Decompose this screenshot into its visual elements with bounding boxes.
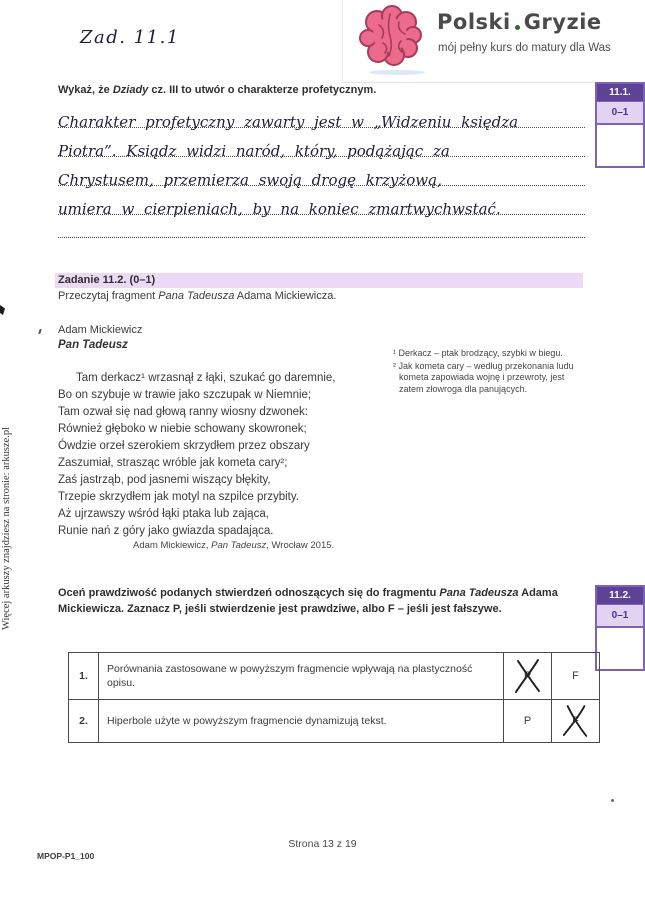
intro-text: Przeczytaj fragment: [58, 290, 159, 302]
logo-underline-swoosh: [369, 70, 425, 75]
attribution-text: , Wrocław 2015.: [266, 540, 335, 551]
option-label: P: [523, 715, 532, 727]
form-code: MPOP-P1_100: [37, 851, 95, 861]
answer-line: [58, 186, 585, 218]
instruction-italic-text: Pana Tadeusza: [439, 587, 519, 599]
scan-artifact-mark: [0, 305, 5, 315]
table-row: [69, 653, 600, 700]
poem-author: Adam Mickiewicz: [58, 324, 143, 336]
prompt-text: Wykaż, że: [58, 84, 113, 96]
green-dot-icon: [515, 25, 520, 30]
footnote: ² Jak kometa cary – według przekonania ludu kometa zapowiada wojnę i przewroty, jest zatem złowroga dla panujących.: [393, 360, 574, 394]
footnote: ¹ Derkacz – ptak brodzący, szybki w biegu.: [393, 348, 563, 358]
score-box-empty-cell: [597, 628, 643, 669]
answer-line: [58, 128, 585, 160]
attribution-italic-text: Pan Tadeusz: [211, 540, 267, 551]
scan-artifact-dot: [611, 799, 614, 802]
instruction-text: Adama Mickiewicza. Zaznacz P, jeśli stwierdzenie jest prawdziwe, albo F – jeśli jest fałszywe.: [58, 587, 558, 615]
poem-line: Również głęboko w niebie schowany skowronek;: [58, 423, 307, 435]
logo-card: [342, 0, 645, 83]
truth-table: [68, 652, 600, 743]
task-11-1-prompt: [58, 84, 578, 96]
task-11-2-intro: [58, 290, 336, 302]
poem-line: Bo on szybuje w trawie jako szczupak w Niemnie;: [58, 389, 312, 401]
poem: [58, 370, 336, 540]
score-box-points: 0–1: [597, 102, 643, 125]
row-number-cell: 2.: [69, 700, 99, 743]
handwritten-task-label: Zad. 11.1: [80, 27, 180, 48]
poem-line: Aż ujrzawszy wśród łąki ptaka lub zająca,: [58, 508, 269, 520]
answer-line: [58, 99, 585, 131]
option-label: F: [572, 715, 579, 727]
f-option-cell: [552, 700, 600, 743]
score-box-empty-cell: [597, 125, 643, 166]
brand-tagline: mój pełny kurs do matury dla Was: [438, 42, 611, 54]
handwritten-answer-text: Piotra”. Ksiądz widzi naród, który, podążając za: [58, 142, 450, 160]
brand-word: Gryzie: [523, 10, 602, 34]
intro-text: Adama Mickiewicza.: [234, 290, 337, 302]
f-option-cell: [552, 653, 600, 700]
margin-note: Więcej arkuszy znajdziesz na stronie: arkusze.pl: [1, 426, 12, 630]
empty-answer-line: [58, 222, 585, 238]
answer-area: [58, 99, 585, 218]
instruction-text: Oceń prawdziwość podanych stwierdzeń odnoszących się do fragmentu: [58, 587, 440, 599]
option-label: P: [523, 670, 532, 682]
score-box-points: 0–1: [597, 605, 643, 628]
option-label: F: [572, 670, 579, 682]
poem-line: Trzepie skrzydłem jak motyl na szpilce przybity.: [58, 491, 299, 503]
footnotes: [393, 348, 583, 396]
p-option-cell: [504, 700, 552, 743]
poem-line: Zaszumiał, strasząc wróble jak kometa cary²;: [58, 457, 288, 469]
handwritten-x-mark: [513, 658, 543, 694]
score-box-header: 11.1.: [597, 84, 643, 102]
brand-title: [437, 10, 602, 34]
row-number-cell: 1.: [69, 653, 99, 700]
task-11-2-heading: Zadanie 11.2. (0–1): [55, 273, 583, 288]
handwritten-answer-text: umiera w cierpieniach, by na koniec zmartwychwstać.: [58, 200, 501, 218]
score-box-11-1: [595, 82, 645, 168]
handwritten-answer-text: Charakter profetyczny zawarty jest w „Widzeniu księdza: [58, 113, 519, 131]
poem-line: Tam ozwał się nad głową ranny wiosny dzwonek:: [58, 406, 308, 418]
poem-line: Tam derkacz¹ wrzasnął z łąki, szukać go daremnie,: [76, 372, 336, 384]
p-option-cell: [504, 653, 552, 700]
brand-word: Polski: [437, 10, 511, 34]
prompt-italic-text: Dziady: [112, 84, 149, 96]
score-box-11-2: [595, 585, 645, 671]
poem-line: Zaś jastrząb, pod jasnemi wiszący błękity,: [58, 474, 271, 486]
statement-cell: Porównania zastosowane w powyższym fragmencie wpływają na plastyczność opisu.: [99, 653, 504, 700]
poem-line: Runie nań z góry jako gwiazda spadająca.: [58, 525, 274, 537]
handwritten-x-mark: [562, 704, 590, 738]
score-box-header: 11.2.: [597, 587, 643, 605]
handwritten-answer-text: Chrystusem, przemierza swoją drogę krzyżową,: [58, 171, 442, 189]
scan-artifact-tick: [38, 329, 41, 334]
poem-attribution: [133, 540, 334, 551]
statement-cell: Hiperbole użyte w powyższym fragmencie dynamizują tekst.: [99, 700, 504, 743]
page-number: Strona 13 z 19: [288, 838, 357, 850]
attribution-text: Adam Mickiewicz,: [133, 540, 212, 551]
table-row: [69, 700, 600, 743]
poem-work-title: Pan Tadeusz: [58, 339, 128, 351]
answer-line: [58, 157, 585, 189]
task-11-2-instruction: [58, 586, 566, 617]
poem-line: Ówdzie orzeł szerokiem skrzydłem przez obszary: [58, 440, 310, 452]
brain-icon: [359, 5, 423, 72]
prompt-text: cz. III to utwór o charakterze profetycznym.: [148, 84, 377, 96]
intro-italic-text: Pana Tadeusza: [158, 290, 235, 302]
